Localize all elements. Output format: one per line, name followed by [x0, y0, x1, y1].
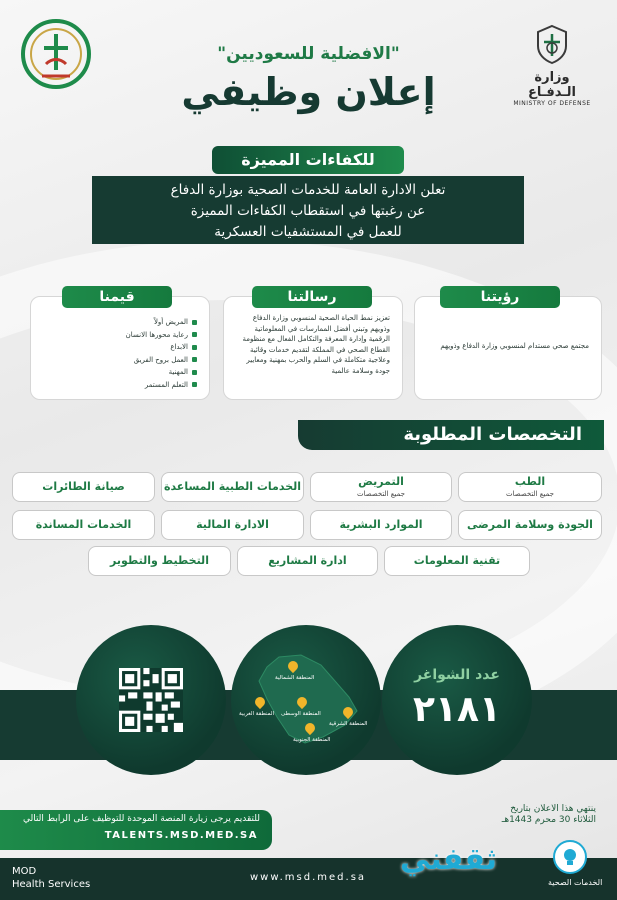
footer-website-link[interactable]: www.msd.med.sa: [250, 872, 367, 883]
deadline-line: ينتهي هذا الاعلان بتاريخ: [510, 804, 596, 814]
specialty-human-resources: الموارد البشرية: [310, 510, 452, 540]
ministry-name-ar: وزارة الـدفـاع: [527, 70, 576, 100]
specialty-it: تقنية المعلومات: [384, 546, 530, 576]
values-item: المريض أولاً: [41, 317, 197, 328]
specialty-planning: التخطيط والتطوير: [88, 546, 231, 576]
footer: [0, 858, 617, 900]
apply-link[interactable]: TALENTS.MSD.MED.SA: [104, 830, 258, 841]
specialty-label: التمريض: [358, 475, 404, 488]
vacancies-circle: [382, 625, 532, 775]
mission-text: تعزيز نمط الحياة الصحية لمنسوبي وزارة الدفاع وذويهم وتبني أفضل الممارسات في المعلوماتية الرقمية وإدارة المعرفة والتكامل الفعال مع منظومة القطاع الصحي في المملكة لتقديم خدمات وقائية وعلاجية متكاملة في السلم والحرب بمهنية ومعايير جودة وسلامة عالمية: [242, 314, 390, 375]
values-item: المهنية: [41, 367, 197, 378]
values-item: العمل بروح الفريق: [41, 355, 197, 366]
values-item: التعلم المستمر: [41, 380, 197, 391]
values-item: رعاية محورها الانسان: [41, 330, 197, 341]
values-item: الابداع: [41, 342, 197, 353]
values-title: قيمنا: [62, 286, 172, 308]
watermark-text: ثقفني: [400, 842, 498, 877]
intro-text: [92, 176, 524, 244]
values-card: [30, 296, 210, 400]
lightbulb-icon: [555, 842, 585, 872]
footer-brand: [12, 865, 90, 891]
apply-bar: [0, 810, 272, 850]
vacancies-count: ٢١٨١: [413, 689, 501, 730]
values-list: [41, 317, 197, 392]
page-title: إعلان وظيفي: [181, 70, 436, 114]
ministry-name-en: MINISTRY OF DEFENSE: [513, 100, 591, 107]
intro-line: للعمل في المستشفيات العسكرية: [214, 224, 402, 240]
specialties-title: التخصصات المطلوبة: [298, 420, 604, 450]
region-label: المنطقة الشرقية: [329, 721, 368, 727]
specialty-quality-safety: الجودة وسلامة المرضى: [458, 510, 602, 540]
vision-title: رؤيتنا: [440, 286, 560, 308]
mission-card: [223, 296, 403, 400]
specialty-medicine: [458, 472, 602, 502]
specialty-support-services: الخدمات المساندة: [12, 510, 155, 540]
footer-brand-line: Health Services: [12, 879, 91, 890]
slogan: "الافضلية للسعوديين": [217, 44, 400, 64]
specialty-sub: جميع التخصصات: [356, 490, 405, 498]
specialty-label: الطب: [514, 475, 546, 488]
map-circle: [231, 625, 381, 775]
specialty-finance: الادارة المالية: [161, 510, 304, 540]
region-label: المنطقة الشمالية: [275, 675, 315, 681]
specialty-aircraft-maintenance: صيانة الطائرات: [12, 472, 155, 502]
qr-circle: [76, 625, 226, 775]
mission-title: رسالتنا: [252, 286, 372, 308]
specialty-sub: جميع التخصصات: [505, 490, 554, 498]
deadline-text: [486, 804, 596, 826]
region-label: المنطقة الغربية: [239, 711, 275, 717]
deadline-line: الثلاثاء 30 محرم 1443هـ: [501, 815, 596, 825]
specialty-allied-medical: الخدمات الطبية المساعدة: [161, 472, 304, 502]
qr-code-icon[interactable]: [119, 668, 183, 732]
specialty-nursing: [310, 472, 452, 502]
region-label: المنطقة الجنوبية: [293, 737, 331, 743]
footer-label-ar: الخدمات الصحية: [548, 878, 603, 887]
vacancies-label: عدد الشواغر: [414, 667, 500, 683]
intro-line: تعلن الادارة العامة للخدمات الصحية بوزارة الدفاع: [170, 182, 446, 198]
footer-brand-line: MOD: [12, 866, 37, 877]
vision-text: مجتمع صحي مستدام لمنسوبي وزارة الدفاع وذويهم: [440, 342, 589, 350]
specialty-project-management: ادارة المشاريع: [237, 546, 378, 576]
watermark-bulb-icon: [553, 840, 587, 874]
intro-line: عن رغبتها في استقطاب الكفاءات المميزة: [190, 203, 426, 219]
vision-card: [414, 296, 602, 400]
region-label: المنطقة الوسطى: [281, 711, 321, 717]
apply-text: للتقديم يرجى زيارة المنصة الموحدة للتوظيف على الرابط التالي: [22, 814, 260, 824]
intro-tag: للكفاءات المميزة: [212, 146, 404, 174]
